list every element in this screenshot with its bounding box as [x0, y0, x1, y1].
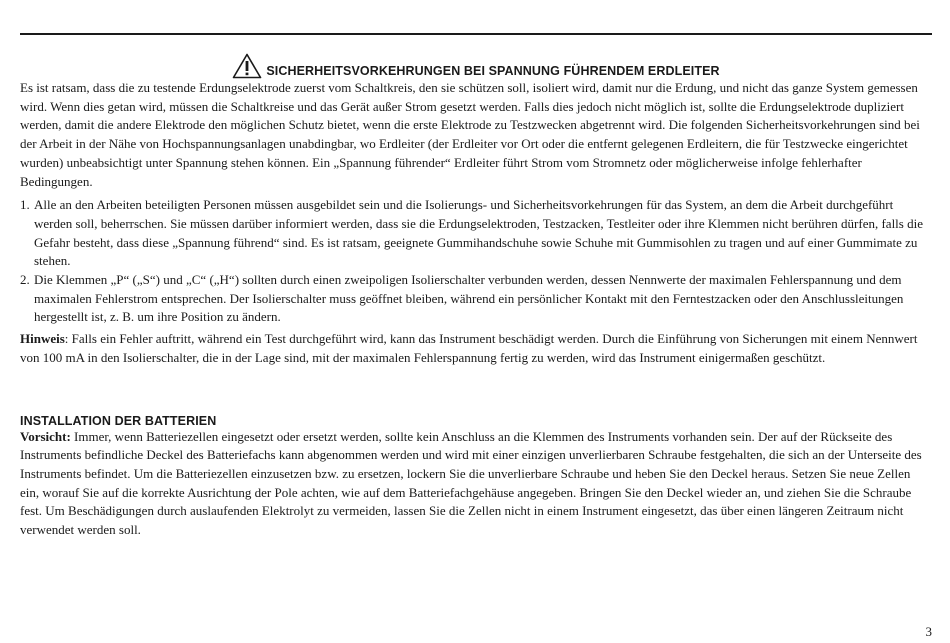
list-number: 2. — [20, 272, 30, 288]
page-number: 3 — [925, 624, 932, 639]
section-1-title: SICHERHEITSVORKEHRUNGEN BEI SPANNUNG FÜHRENDEM ERDLEITER — [266, 64, 720, 78]
page-content — [20, 47, 932, 540]
top-rule — [20, 33, 932, 35]
list-item-text: Alle an den Arbeiten beteiligten Personen müssen ausgebildet sein und die Isolierungs- und Sicherheitsvorkehrungen für das System, an dem die Arbeit durchgeführt werden soll, beherrschen. Sie müssen darüber informiert werden, dass sie die Erdungselektroden, Testzacken, Testleiter oder ihre Klemmen nicht berühren dürfen, falls die Gefahr besteht, dass diese „Spannung führend“ sind. Es ist ratsam, geeignete Gummihandschuhe sowie Schuhe mit Gummisohlen zu tragen und auf einer Gummimate zu stehen. — [34, 197, 923, 269]
safety-list-item-1 — [20, 196, 932, 271]
caution-paragraph — [20, 428, 932, 540]
section-2-title: INSTALLATION DER BATTERIEN — [20, 413, 217, 428]
list-number: 1. — [20, 197, 30, 213]
section-2 — [20, 414, 932, 540]
list-item-text: Die Klemmen „P“ („S“) und „C“ („H“) sollten durch einen zweipoligen Isolierschalter verbunden werden, dessen Nennwerte der maximalen Fehlerspannung und dem maximalen Fehlerstrom entsprechen. Der Isolierschalter muss geöffnet bleiben, während ein persönlicher Kontakt mit den Ferntestzacken oder den Anschlussleitungen hergestellt ist, z. B. um ihre Position zu ändern. — [34, 272, 904, 325]
safety-list-item-2 — [20, 271, 932, 327]
caution-text: Immer, wenn Batteriezellen eingesetzt oder ersetzt werden, sollte kein Anschluss an die Klemmen des Instruments vorhanden sein. Der auf der Rückseite des Instruments befindliche Deckel des Batteriefachs kann abgenommen werden und wird mit einer einzigen unverlierbaren Schraube festgehalten, die sich an der Unterseite des Instruments befindet. Um die Batteriezellen einzusetzen bzw. zu ersetzen, lockern Sie die unverlierbare Schraube und heben Sie den Deckel heraus. Setzen Sie neue Zellen ein, worauf Sie auf die korrekte Ausrichtung der Pole achten, wie auf dem Batteriefachgehäuse angegeben. Bringen Sie den Deckel wieder an, und ziehen Sie die Schraube fest. Um Beschädigungen durch auslaufenden Elektrolyt zu vermeiden, lassen Sie die Zellen nicht in einem Instrument eingesetzt, das über einen längeren Zeitraum nicht verwendet werden soll. — [20, 428, 922, 538]
safety-list — [20, 196, 932, 327]
note-paragraph — [20, 330, 932, 367]
warning-triangle-icon — [232, 53, 262, 79]
section-1-heading — [20, 47, 932, 79]
note-text: : Falls ein Fehler auftritt, während ein Test durchgeführt wird, kann das Instrument beschädigt werden. Durch die Einführung von Sicherungen mit einem Nennwert von 100 mA in den Isolierschalter, die in der Lage sind, mit der maximalen Fehlerspannung fertig zu werden, wird das Instrument einigermaßen geschützt. — [20, 331, 918, 365]
section-1-intro: Es ist ratsam, dass die zu testende Erdungselektrode zuerst vom Schaltkreis, den sie schützen soll, isoliert wird, damit nur die Erdung, und nicht das ganze System gemessen wird. Wenn dies getan wird, müssen die Schaltkreise und das Gerät außer Strom gesetzt werden. Falls dies jedoch nicht möglich ist, sollte die Erdungselektrode dupliziert werden, damit die andere Elektrode den möglichen Schutz bietet, wenn die erste Elektrode zu Testzwecken abgetrennt wird. Die folgenden Sicherheitsvorkehrungen sind bei der Arbeit in der Nähe von Hochspannungsanlagen unabdingbar, wo Erdleiter (der Erdleiter vor Ort oder die entfernt gelegenen Erdleitern, die für Testzwecke eingerichtet wurden) unbeabsichtigt unter Spannung stehen können. Ein „Spannung führender“ Erdleiter führt Strom vom Stromnetz oder möglicherweise infolge fehlerhafter Bedingungen. — [20, 80, 920, 189]
note-label: Hinweis — [20, 331, 65, 347]
caution-label: Vorsicht: — [20, 428, 71, 444]
